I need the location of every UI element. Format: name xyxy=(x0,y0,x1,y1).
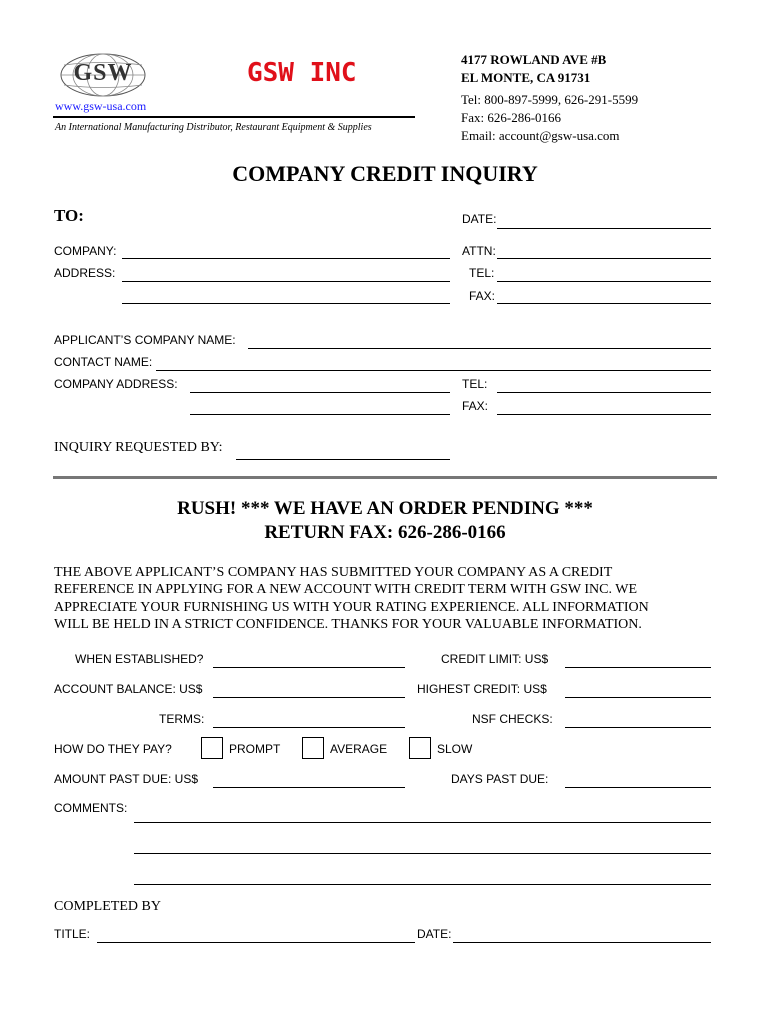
prompt-label: PROMPT xyxy=(229,742,281,756)
footer-date-label: DATE: xyxy=(417,927,452,941)
nsf-checks-label: NSF CHECKS: xyxy=(472,712,553,726)
applicant-address-field-2[interactable] xyxy=(190,414,450,415)
amount-past-due-field[interactable] xyxy=(213,787,405,788)
company-field[interactable] xyxy=(122,258,450,259)
contact-name-field[interactable] xyxy=(156,370,711,371)
to-tel-field[interactable] xyxy=(497,281,711,282)
to-tel-label: TEL: xyxy=(469,266,495,280)
account-balance-field[interactable] xyxy=(213,697,405,698)
address-line1: 4177 ROWLAND AVE #B xyxy=(461,52,607,67)
applicant-fax-label: FAX: xyxy=(462,399,489,413)
tel-line: Tel: 800-897-5999, 626-291-5599 xyxy=(461,92,639,107)
logo-text: GSW xyxy=(73,60,133,86)
applicant-tel-field[interactable] xyxy=(497,392,711,393)
footer-title-field[interactable] xyxy=(97,942,415,943)
footer-title-label: TITLE: xyxy=(54,927,91,941)
prompt-checkbox[interactable] xyxy=(201,737,223,759)
applicant-tel-label: TEL: xyxy=(462,377,488,391)
requested-by-field[interactable] xyxy=(236,459,450,460)
nsf-checks-field[interactable] xyxy=(565,727,711,728)
tagline: An International Manufacturing Distributor, Restaurant Equipment & Supplies xyxy=(55,122,372,133)
applicant-fax-field[interactable] xyxy=(497,414,711,415)
slow-checkbox[interactable] xyxy=(409,737,431,759)
website-link[interactable]: www.gsw-usa.com xyxy=(55,99,147,113)
how-pay-label: HOW DO THEY PAY? xyxy=(54,742,172,756)
notice-line-2: REFERENCE IN APPLYING FOR A NEW ACCOUNT WITH CREDIT TERM WITH GSW INC. WE xyxy=(54,582,637,597)
date-label: DATE: xyxy=(462,212,497,226)
highest-credit-label: HIGHEST CREDIT: US$ xyxy=(417,682,547,696)
completed-by-label: COMPLETED BY xyxy=(54,899,161,914)
to-fax-field[interactable] xyxy=(497,303,711,304)
comments-label: COMMENTS: xyxy=(54,801,128,815)
terms-label: TERMS: xyxy=(159,712,205,726)
average-label: AVERAGE xyxy=(330,742,388,756)
comments-field-3[interactable] xyxy=(134,884,711,885)
average-checkbox[interactable] xyxy=(302,737,324,759)
days-past-due-field[interactable] xyxy=(565,787,711,788)
email-line: Email: account@gsw-usa.com xyxy=(461,128,620,143)
header-divider xyxy=(53,116,415,118)
address-field-1[interactable] xyxy=(122,281,450,282)
comments-field-1[interactable] xyxy=(134,822,711,823)
notice-line-3: APPRECIATE YOUR FURNISHING US WITH YOUR RATING EXPERIENCE. ALL INFORMATION xyxy=(54,600,649,615)
credit-limit-field[interactable] xyxy=(565,667,711,668)
gsw-logo xyxy=(58,50,148,100)
comments-field-2[interactable] xyxy=(134,853,711,854)
address-label: ADDRESS: xyxy=(54,266,116,280)
to-fax-label: FAX: xyxy=(469,289,496,303)
rush-heading: RUSH! *** WE HAVE AN ORDER PENDING *** xyxy=(177,498,593,519)
company-name: GSW INC xyxy=(247,58,357,88)
applicant-company-label: APPLICANT’S COMPANY NAME: xyxy=(54,333,236,347)
attn-label: ATTN: xyxy=(462,244,496,258)
notice-line-4: WILL BE HELD IN A STRICT CONFIDENCE. THANKS FOR YOUR VALUABLE INFORMATION. xyxy=(54,617,642,632)
footer-date-field[interactable] xyxy=(453,942,711,943)
address-line2: EL MONTE, CA 91731 xyxy=(461,70,591,85)
highest-credit-field[interactable] xyxy=(565,697,711,698)
to-label: TO: xyxy=(54,206,84,225)
when-established-label: WHEN ESTABLISHED? xyxy=(75,652,204,666)
date-field[interactable] xyxy=(497,228,711,229)
fax-line: Fax: 626-286-0166 xyxy=(461,110,562,125)
account-balance-label: ACCOUNT BALANCE: US$ xyxy=(54,682,203,696)
section-divider xyxy=(53,476,717,479)
applicant-company-field[interactable] xyxy=(248,348,711,349)
requested-by-label: INQUIRY REQUESTED BY: xyxy=(54,440,223,455)
company-label: COMPANY: xyxy=(54,244,117,258)
amount-past-due-label: AMOUNT PAST DUE: US$ xyxy=(54,772,199,786)
credit-limit-label: CREDIT LIMIT: US$ xyxy=(441,652,549,666)
applicant-address-field-1[interactable] xyxy=(190,392,450,393)
applicant-address-label: COMPANY ADDRESS: xyxy=(54,377,178,391)
attn-field[interactable] xyxy=(497,258,711,259)
page-title: COMPANY CREDIT INQUIRY xyxy=(232,161,538,186)
slow-label: SLOW xyxy=(437,742,473,756)
notice-line-1: THE ABOVE APPLICANT’S COMPANY HAS SUBMITTED YOUR COMPANY AS A CREDIT xyxy=(54,565,613,580)
address-field-2[interactable] xyxy=(122,303,450,304)
contact-name-label: CONTACT NAME: xyxy=(54,355,153,369)
when-established-field[interactable] xyxy=(213,667,405,668)
terms-field[interactable] xyxy=(213,727,405,728)
days-past-due-label: DAYS PAST DUE: xyxy=(451,772,549,786)
return-fax-heading: RETURN FAX: 626-286-0166 xyxy=(264,522,506,543)
